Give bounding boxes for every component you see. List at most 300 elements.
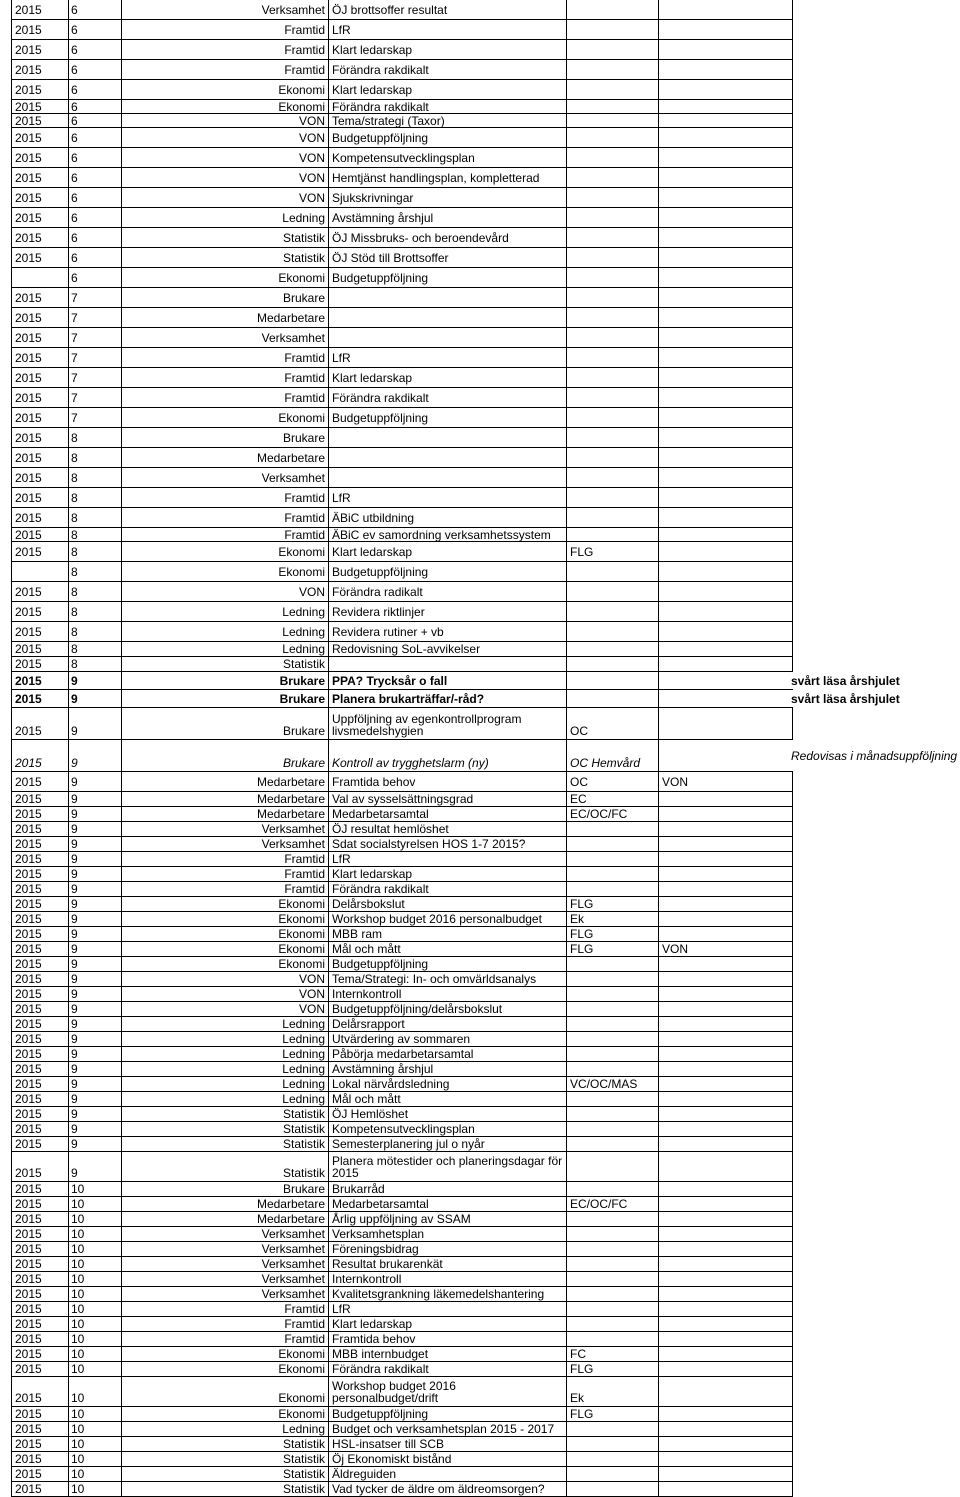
task-cell: Sdat socialstyrelsen HOS 1-7 2015? [328,837,566,851]
category-cell: Medarbetare [121,792,328,806]
extra-cell [658,128,793,147]
category-cell: Framtid [121,1332,328,1346]
responsible-cell [566,562,658,581]
category-cell: Verksamhet [121,328,328,347]
category-cell: Framtid [121,1302,328,1316]
category-cell: Ekonomi [121,408,328,427]
task-cell [328,448,566,467]
table-row [11,488,793,508]
task-cell: Förändra radikalt [328,582,566,601]
task-cell: Redovisning SoL-avvikelser [328,642,566,656]
category-cell: Verksamhet [121,0,328,19]
year-cell: 2015 [11,957,68,971]
category-cell: Medarbetare [121,1197,328,1211]
year-cell: 2015 [11,807,68,821]
category-cell: Brukare [121,690,328,707]
year-cell: 2015 [11,308,68,327]
category-cell: Ledning [121,1062,328,1076]
table-row [11,1047,793,1062]
table-row [11,328,793,348]
responsible-cell: OC [566,708,658,739]
task-cell: Förändra rakdikalt [328,60,566,79]
year-cell: 2015 [11,897,68,911]
year-cell: 2015 [11,128,68,147]
extra-cell: VON [658,772,793,791]
responsible-cell [566,288,658,307]
category-cell: Ekonomi [121,927,328,941]
task-cell: Avstämning årshjul [328,1062,566,1076]
table-row [11,1287,793,1302]
extra-cell [658,582,793,601]
task-cell: Budget och verksamhetsplan 2015 - 2017 [328,1422,566,1436]
responsible-cell [566,388,658,407]
month-cell: 9 [68,987,121,1001]
responsible-cell [566,657,658,671]
responsible-cell [566,837,658,851]
year-cell: 2015 [11,1017,68,1031]
month-cell: 6 [68,228,121,247]
responsible-cell [566,582,658,601]
year-cell: 2015 [11,388,68,407]
year-cell: 2015 [11,1092,68,1106]
month-cell: 6 [68,148,121,167]
table-row [11,740,958,772]
responsible-cell [566,642,658,656]
year-cell: 2015 [11,1107,68,1121]
month-cell: 8 [68,528,121,541]
category-cell: Ekonomi [121,1347,328,1361]
year-cell: 2015 [11,1272,68,1286]
task-cell: Klart ledarskap [328,80,566,99]
year-cell: 2015 [11,708,68,739]
task-cell: Uppföljning av egenkontrollprogram livsmedelshygien [328,708,566,739]
table-row [11,1302,793,1317]
month-cell: 8 [68,468,121,487]
category-cell: Framtid [121,348,328,367]
task-cell: Kvalitetsgrankning läkemedelshantering [328,1287,566,1301]
category-cell: Framtid [121,528,328,541]
month-cell: 7 [68,348,121,367]
table-row [11,942,793,957]
year-cell: 2015 [11,882,68,896]
responsible-cell [566,622,658,641]
responsible-cell [566,1137,658,1151]
category-cell: VON [121,148,328,167]
task-cell: Budgetuppföljning [328,562,566,581]
planning-table [11,0,958,1497]
month-cell: 8 [68,542,121,561]
year-cell: 2015 [11,642,68,656]
category-cell: Statistik [121,1137,328,1151]
extra-cell [658,822,793,836]
month-cell: 10 [68,1467,121,1481]
year-cell: 2015 [11,188,68,207]
month-cell: 6 [68,40,121,59]
year-cell: 2015 [11,822,68,836]
task-cell: Äldreguiden [328,1467,566,1481]
responsible-cell [566,40,658,59]
responsible-cell [566,328,658,347]
task-cell: Budgetuppföljning [328,128,566,147]
table-row [11,1332,793,1347]
month-cell: 9 [68,1107,121,1121]
month-cell: 10 [68,1407,121,1421]
month-cell: 9 [68,1047,121,1061]
category-cell: Brukare [121,672,328,689]
extra-cell [658,672,793,689]
table-row [11,428,793,448]
task-cell: Budgetuppföljning [328,957,566,971]
task-cell: Planera brukarträffar/-råd? [328,690,566,707]
task-cell [328,308,566,327]
extra-cell [658,1407,793,1421]
category-cell: Framtid [121,40,328,59]
extra-cell [658,308,793,327]
category-cell: Verksamhet [121,1272,328,1286]
task-cell: Workshop budget 2016 personalbudget [328,912,566,926]
responsible-cell [566,822,658,836]
extra-cell [658,1272,793,1286]
responsible-cell [566,1047,658,1061]
month-cell: 6 [68,268,121,287]
extra-cell [658,740,793,771]
table-row [11,468,793,488]
table-row [11,1317,793,1332]
responsible-cell [566,348,658,367]
task-cell: Kompetensutvecklingsplan [328,1122,566,1136]
table-row [11,1347,793,1362]
month-cell: 10 [68,1482,121,1496]
task-cell: Framtida behov [328,1332,566,1346]
year-cell: 2015 [11,987,68,1001]
note-cell: Redovisas i månadsuppföljning [791,748,958,763]
responsible-cell: FLG [566,1362,658,1376]
responsible-cell [566,60,658,79]
category-cell: Statistik [121,657,328,671]
month-cell: 8 [68,642,121,656]
month-cell: 8 [68,448,121,467]
category-cell: Medarbetare [121,772,328,791]
category-cell: Statistik [121,1107,328,1121]
table-row [11,1452,793,1467]
table-row [11,288,793,308]
task-cell: Brukarråd [328,1182,566,1196]
month-cell: 10 [68,1257,121,1271]
extra-cell [658,268,793,287]
responsible-cell [566,308,658,327]
task-cell: LfR [328,488,566,507]
month-cell: 9 [68,912,121,926]
table-row [11,114,793,128]
task-cell: Budgetuppföljning [328,1407,566,1421]
year-cell: 2015 [11,1467,68,1481]
month-cell: 8 [68,582,121,601]
table-row [11,208,793,228]
category-cell: Ledning [121,208,328,227]
year-cell: 2015 [11,168,68,187]
month-cell: 10 [68,1197,121,1211]
year-cell [11,562,68,581]
year-cell: 2015 [11,972,68,986]
table-row [11,582,793,602]
extra-cell [658,1452,793,1466]
extra-cell [658,1287,793,1301]
year-cell: 2015 [11,672,68,689]
task-cell: Avstämning årshjul [328,208,566,227]
month-cell: 7 [68,388,121,407]
table-row [11,508,793,528]
responsible-cell [566,1122,658,1136]
extra-cell [658,1182,793,1196]
category-cell: Ekonomi [121,942,328,956]
month-cell: 9 [68,852,121,866]
extra-cell [658,448,793,467]
category-cell: Framtid [121,20,328,39]
extra-cell [658,428,793,447]
category-cell: Ledning [121,1092,328,1106]
extra-cell [658,882,793,896]
responsible-cell [566,1302,658,1316]
task-cell [328,428,566,447]
category-cell: Statistik [121,1152,328,1181]
month-cell: 10 [68,1287,121,1301]
table-row [11,1017,793,1032]
table-row [11,1257,793,1272]
responsible-cell [566,1227,658,1241]
responsible-cell [566,1467,658,1481]
table-row [11,562,793,582]
responsible-cell [566,114,658,127]
month-cell: 9 [68,792,121,806]
table-row [11,368,793,388]
responsible-cell: Ek [566,912,658,926]
extra-cell [658,927,793,941]
task-cell: Förändra rakdikalt [328,882,566,896]
responsible-cell: OC Hemvård [566,740,658,771]
year-cell: 2015 [11,528,68,541]
responsible-cell: FLG [566,942,658,956]
responsible-cell [566,1107,658,1121]
category-cell: Ledning [121,602,328,621]
task-cell: Internkontroll [328,987,566,1001]
task-cell: Tema/Strategi: In- och omvärldsanalys [328,972,566,986]
month-cell: 7 [68,328,121,347]
category-cell: VON [121,188,328,207]
table-row [11,602,793,622]
responsible-cell [566,448,658,467]
category-cell: Brukare [121,740,328,771]
month-cell: 7 [68,308,121,327]
responsible-cell: FLG [566,927,658,941]
task-cell: PPA? Trycksår o fall [328,672,566,689]
note-cell: svårt läsa årshjulet [791,691,900,706]
responsible-cell [566,867,658,881]
year-cell: 2015 [11,288,68,307]
month-cell: 9 [68,837,121,851]
responsible-cell [566,957,658,971]
table-row [11,867,793,882]
year-cell: 2015 [11,1077,68,1091]
responsible-cell [566,1152,658,1181]
table-row [11,927,793,942]
extra-cell [658,228,793,247]
category-cell: Verksamhet [121,1257,328,1271]
table-row [11,882,793,897]
task-cell: Internkontroll [328,1272,566,1286]
extra-cell [658,208,793,227]
responsible-cell [566,1032,658,1046]
table-row [11,772,793,792]
extra-cell [658,100,793,113]
task-cell: Medarbetarsamtal [328,1197,566,1211]
table-row [11,542,793,562]
extra-cell [658,1242,793,1256]
month-cell: 9 [68,740,121,771]
year-cell: 2015 [11,1482,68,1496]
year-cell: 2015 [11,582,68,601]
table-row [11,852,793,867]
extra-cell [658,1302,793,1316]
extra-cell [658,987,793,1001]
month-cell: 6 [68,168,121,187]
category-cell: Statistik [121,228,328,247]
category-cell: Statistik [121,1452,328,1466]
year-cell: 2015 [11,1182,68,1196]
category-cell: Framtid [121,508,328,527]
extra-cell [658,1002,793,1016]
table-row [11,128,793,148]
extra-cell [658,622,793,641]
responsible-cell [566,1317,658,1331]
responsible-cell [566,1242,658,1256]
year-cell: 2015 [11,1407,68,1421]
category-cell: Framtid [121,867,328,881]
responsible-cell [566,368,658,387]
year-cell: 2015 [11,248,68,267]
task-cell: Påbörja medarbetarsamtal [328,1047,566,1061]
category-cell: Statistik [121,1482,328,1496]
month-cell: 10 [68,1182,121,1196]
responsible-cell [566,248,658,267]
year-cell: 2015 [11,468,68,487]
responsible-cell [566,0,658,19]
task-cell: LfR [328,852,566,866]
year-cell: 2015 [11,1347,68,1361]
table-row [11,1077,793,1092]
year-cell: 2015 [11,690,68,707]
month-cell: 6 [68,248,121,267]
task-cell [328,657,566,671]
category-cell: Ekonomi [121,100,328,113]
table-row [11,657,793,672]
extra-cell [658,0,793,19]
responsible-cell [566,268,658,287]
extra-cell [658,1227,793,1241]
month-cell: 6 [68,80,121,99]
year-cell: 2015 [11,1302,68,1316]
extra-cell [658,1257,793,1271]
year-cell: 2015 [11,1227,68,1241]
month-cell: 9 [68,882,121,896]
task-cell: Klart ledarskap [328,542,566,561]
year-cell: 2015 [11,1122,68,1136]
responsible-cell [566,1272,658,1286]
responsible-cell [566,508,658,527]
year-cell: 2015 [11,942,68,956]
extra-cell [658,248,793,267]
extra-cell [658,1317,793,1331]
responsible-cell [566,1482,658,1496]
category-cell: Medarbetare [121,308,328,327]
responsible-cell: Ek [566,1377,658,1406]
task-cell: Förändra rakdikalt [328,1362,566,1376]
responsible-cell [566,168,658,187]
extra-cell [658,562,793,581]
extra-cell [658,1422,793,1436]
responsible-cell [566,228,658,247]
month-cell: 6 [68,100,121,113]
extra-cell [658,837,793,851]
extra-cell [658,1377,793,1406]
month-cell: 9 [68,942,121,956]
month-cell: 9 [68,897,121,911]
table-row [11,622,793,642]
task-cell: LfR [328,348,566,367]
extra-cell [658,1122,793,1136]
table-row [11,248,793,268]
task-cell: Budgetuppföljning [328,408,566,427]
table-row [11,408,793,428]
task-cell: Framtida behov [328,772,566,791]
category-cell: Verksamhet [121,822,328,836]
month-cell: 9 [68,867,121,881]
table-row [11,308,793,328]
year-cell: 2015 [11,1137,68,1151]
table-row [11,642,793,657]
task-cell: Öj Ekonomiskt bistånd [328,1452,566,1466]
category-cell: Ekonomi [121,897,328,911]
category-cell: Statistik [121,1467,328,1481]
table-row [11,897,793,912]
extra-cell: VON [658,942,793,956]
month-cell: 8 [68,657,121,671]
table-row [11,1437,793,1452]
year-cell: 2015 [11,448,68,467]
month-cell: 9 [68,708,121,739]
extra-cell [658,40,793,59]
month-cell: 6 [68,114,121,127]
table-row [11,1212,793,1227]
responsible-cell [566,1437,658,1451]
responsible-cell [566,672,658,689]
category-cell: Ekonomi [121,957,328,971]
category-cell: Brukare [121,708,328,739]
month-cell: 8 [68,508,121,527]
category-cell: Ekonomi [121,562,328,581]
year-cell: 2015 [11,328,68,347]
extra-cell [658,1047,793,1061]
extra-cell [658,408,793,427]
year-cell: 2015 [11,508,68,527]
year-cell: 2015 [11,927,68,941]
category-cell: VON [121,582,328,601]
responsible-cell [566,1287,658,1301]
year-cell: 2015 [11,208,68,227]
category-cell: Ekonomi [121,912,328,926]
month-cell: 9 [68,772,121,791]
extra-cell [658,368,793,387]
month-cell: 6 [68,60,121,79]
